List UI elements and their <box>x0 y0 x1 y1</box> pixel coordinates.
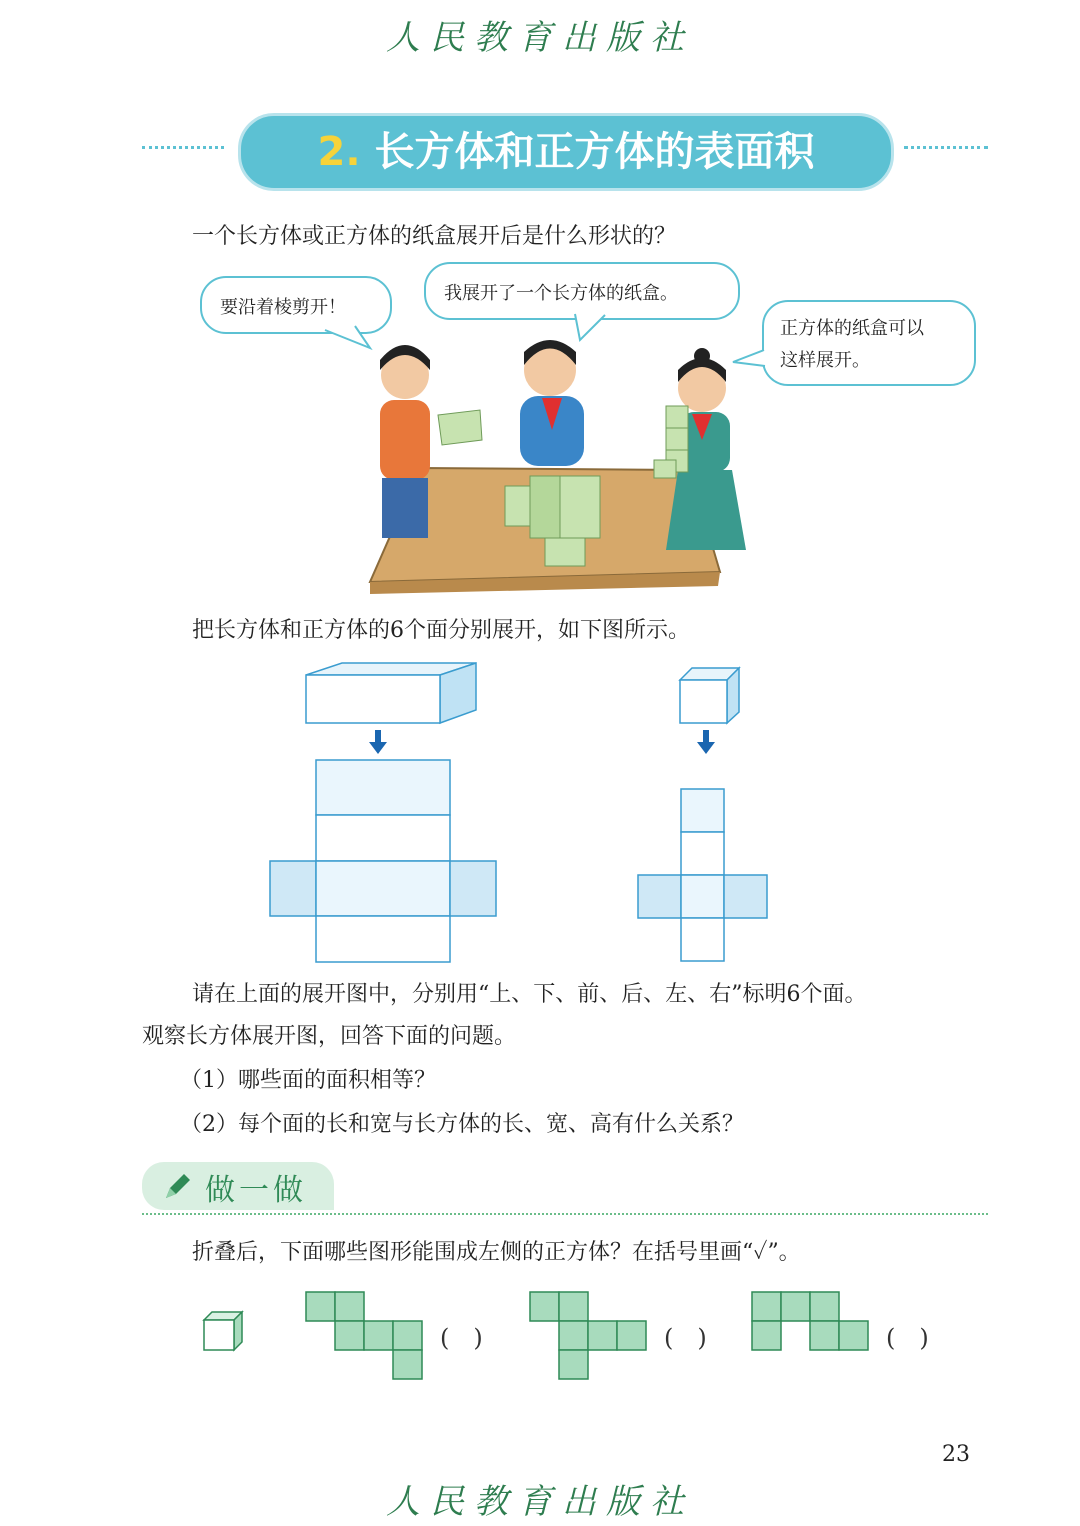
cuboid-net-face-bottom <box>316 916 450 962</box>
publisher-header: 人民教育出版社 <box>386 18 694 58</box>
activity-divider <box>142 1213 988 1215</box>
bubble-left-text: 要沿着棱剪开！ <box>220 297 346 318</box>
section-title <box>238 113 894 191</box>
arrow-down-icon <box>697 730 715 754</box>
cuboid-net-face-right <box>450 861 496 916</box>
children-illustration <box>180 300 1000 600</box>
cuboid-net-face-2 <box>316 815 450 861</box>
answer-blank-3[interactable]: ( ) <box>886 1324 929 1352</box>
net-option-3 <box>752 1292 868 1350</box>
pencil-icon <box>160 1170 194 1204</box>
folding-options <box>200 1286 960 1386</box>
cube-icon <box>680 668 739 723</box>
intro-question: 一个长方体或正方体的纸盒展开后是什么形状的？ <box>192 224 677 249</box>
net-option-1 <box>306 1292 422 1379</box>
instruction-line-1: 请在上面的展开图中，分别用“上、下、前、后、左、右”标明6个面。 <box>192 982 867 1007</box>
bubble-middle-text: 我展开了一个长方体的纸盒。 <box>444 283 678 304</box>
net-option-2 <box>530 1292 646 1379</box>
unfold-text: 把长方体和正方体的6个面分别展开，如下图所示。 <box>192 618 690 643</box>
cube-net-diagram <box>630 660 780 970</box>
cuboid-net-face-3 <box>316 861 450 916</box>
activity-text: 折叠后，下面哪些图形能围成左侧的正方体？在括号里画“✓”。 <box>192 1240 801 1265</box>
cuboid-icon <box>306 663 476 723</box>
question-1: （1）哪些面的面积相等？ <box>180 1068 436 1093</box>
page-number: 23 <box>942 1442 970 1467</box>
instruction-line-2: 观察长方体展开图，回答下面的问题。 <box>142 1024 517 1049</box>
answer-blank-1[interactable]: ( ) <box>440 1324 483 1352</box>
bubble-right-text-1: 正方体的纸盒可以 <box>780 318 924 339</box>
cuboid-net-face-top <box>316 760 450 815</box>
section-number: 2. <box>317 129 361 175</box>
publisher-footer: 人民教育出版社 <box>386 1482 694 1522</box>
cube-icon <box>204 1312 242 1350</box>
title-dots-right <box>904 146 988 149</box>
bubble-right-text-2: 这样展开。 <box>780 350 870 371</box>
arrow-down-icon <box>369 730 387 754</box>
activity-label: 做一做 <box>205 1173 307 1208</box>
question-2: （2）每个面的长和宽与长方体的长、宽、高有什么关系？ <box>180 1112 744 1137</box>
title-dots-left <box>142 146 224 149</box>
answer-blank-2[interactable]: ( ) <box>664 1324 707 1352</box>
cuboid-net-diagram <box>260 660 520 970</box>
cuboid-net-face-left <box>270 861 316 916</box>
section-title-text: 长方体和正方体的表面积 <box>374 129 815 175</box>
